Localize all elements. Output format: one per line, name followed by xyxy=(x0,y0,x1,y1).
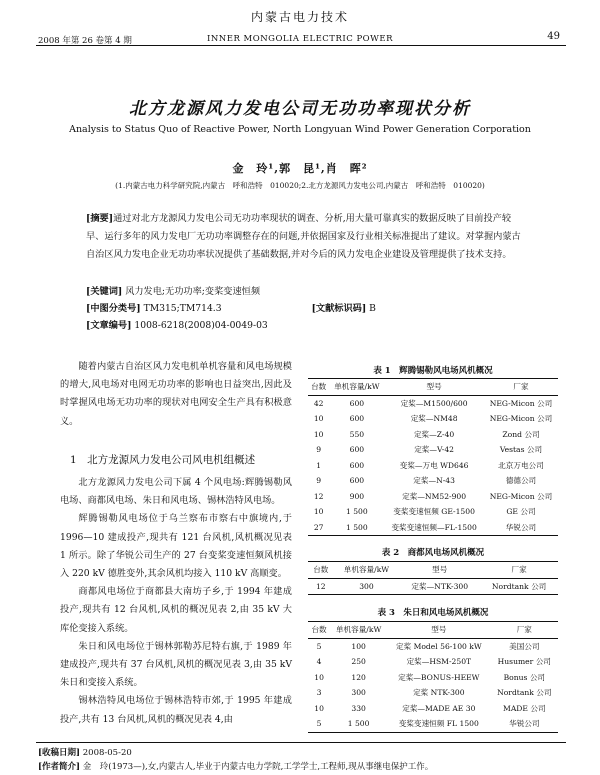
table-cell: 定桨—M1500/600 xyxy=(400,398,468,408)
paragraph-2: 辉腾锡勒风电场位于乌兰察布市察右中旗境内,于 1996—10 建成投产,现共有 121 台风机,风机概况见表 1 所示。除了华锐公司生产的 27 台变桨变速恒频风机接入 220 kV 德胜变外,其余风机均接入 110 kV 高顺变。 xyxy=(60,513,292,580)
table-cell: 600 xyxy=(349,398,365,408)
paragraph-1: 北方龙源风力发电公司下属 4 个风电场:辉腾锡勒风电场、商都风电场、朱日和风电场、锡林浩特风电场。 xyxy=(60,477,292,507)
doc-code-label: [文献标识码] xyxy=(311,303,367,314)
table-2-header-maker: 厂家 xyxy=(511,565,527,575)
table-cell: Husumer 公司 xyxy=(497,657,551,667)
table-1 xyxy=(308,378,558,536)
table-cell: 9 xyxy=(316,445,322,455)
table-cell: 600 xyxy=(349,445,365,455)
table-3-header-count: 台数 xyxy=(311,625,327,635)
issue-info: 2008 年第 26 卷第 4 期 xyxy=(38,36,132,46)
table-row xyxy=(308,473,558,489)
table-cell: 600 xyxy=(349,460,365,470)
table-2-header-model: 型号 xyxy=(432,565,448,575)
table-row xyxy=(308,442,558,458)
table-cell: 5 xyxy=(316,719,322,729)
table-cell: 42 xyxy=(313,398,324,408)
table-cell: 美国公司 xyxy=(509,641,540,651)
table-row xyxy=(308,411,558,427)
intro-paragraph xyxy=(60,358,292,431)
keywords: 风力发电;无功功率;变桨变速恒频 xyxy=(125,286,261,297)
table-3-header-capacity: 单机容量/kW xyxy=(335,625,382,635)
table-cell: 定桨—NM52-900 xyxy=(402,491,467,501)
table-row xyxy=(308,638,558,654)
article-no-label: [文章编号] xyxy=(86,320,132,331)
table-cell: NEG-Micon 公司 xyxy=(489,398,553,408)
paragraph-4: 朱日和风电场位于锡林郭勒苏尼特右旗,于 1989 年建成投产,现共有 37 台风机,风机的概况见表 3,由 35 kV 朱日和变接入系统。 xyxy=(60,640,292,689)
received-value: 2008-05-20 xyxy=(82,748,132,758)
table-cell: 北京万电公司 xyxy=(498,460,544,470)
clc-number: TM315;TM714.3 xyxy=(143,303,222,314)
table-row xyxy=(308,489,558,505)
table-cell: 10 xyxy=(313,429,324,439)
table-cell: Nordtank 公司 xyxy=(491,581,547,591)
table-cell: 定桨—BONUS-HEEW xyxy=(398,672,480,682)
table-1-header-capacity: 单机容量/kW xyxy=(334,382,380,392)
table-row xyxy=(308,654,558,670)
table-cell: 12 xyxy=(315,581,326,591)
table-cell: 定桨—MADE AE 30 xyxy=(402,703,476,713)
clc-label: [中图分类号] xyxy=(86,303,141,314)
table-cell: Vestas 公司 xyxy=(499,445,543,455)
table-cell: 10 xyxy=(313,507,324,517)
table-cell: 300 xyxy=(351,688,366,698)
paragraph-3: 商都风电场位于商都县大南坊子乡,于 1994 年建成投产,现共有 12 台风机,风机的概况见表 2,由 35 kV 大库伦变接入系统。 xyxy=(60,586,292,634)
table-cell: 1 xyxy=(316,460,322,470)
table-cell: 27 xyxy=(313,522,324,532)
table-3-header-model: 型号 xyxy=(431,625,447,635)
table-row xyxy=(308,520,558,536)
affiliation: (1.内蒙古电力科学研究院,内蒙古 呼和浩特 010020;2.北方龙源风力发电公司,内蒙古 呼和浩特 010020) xyxy=(115,181,485,190)
table-cell: 1 500 xyxy=(347,719,370,729)
paragraph-5: 锡林浩特风电场位于锡林浩特市郊,于 1995 年建成投产,共有 13 台风机,风机的概况见表 4,由 xyxy=(60,695,292,725)
table-cell: 华锐公司 xyxy=(509,719,540,729)
table-2-header-count: 台数 xyxy=(313,565,329,575)
table-cell: 10 xyxy=(314,672,324,682)
abstract xyxy=(86,210,526,264)
table-2-caption: 表 2 商都风电场风机概况 xyxy=(381,548,485,558)
table-cell: 3 xyxy=(316,688,322,698)
table-cell: 600 xyxy=(349,414,365,424)
table-row xyxy=(308,395,558,411)
table-row xyxy=(308,504,558,520)
table-cell: 定桨—V-42 xyxy=(414,445,455,455)
title-cn: 北方龙源风力发电公司无功功率现状分析 xyxy=(129,99,471,119)
table-1-caption: 表 1 辉腾锡勒风电场风机概况 xyxy=(373,366,493,376)
journal-name-cn: 内蒙古电力技术 xyxy=(250,10,349,24)
article-number: 1008-6218(2008)04-0049-03 xyxy=(134,320,268,331)
table-cell: 定桨 NTK-300 xyxy=(413,688,465,698)
table-row xyxy=(308,670,558,686)
table-cell: 定桨—HSM-250T xyxy=(406,657,472,667)
abstract-label: [摘要] xyxy=(86,213,114,224)
table-cell: 550 xyxy=(349,429,365,439)
author-bio xyxy=(38,760,433,772)
table-cell: 德德公司 xyxy=(505,476,537,486)
table-cell: GE 公司 xyxy=(506,507,536,517)
table-cell: Bonus 公司 xyxy=(503,672,546,682)
page-number: 49 xyxy=(547,31,560,42)
table-1-header-count: 台数 xyxy=(311,382,327,392)
table-row xyxy=(308,458,558,474)
table-3-header-maker: 厂家 xyxy=(516,625,532,635)
table-cell: 250 xyxy=(351,657,366,667)
journal-name-en: INNER MONGOLIA ELECTRIC POWER xyxy=(207,34,393,44)
table-cell: 1 500 xyxy=(345,507,368,517)
table-cell: 600 xyxy=(349,476,365,486)
bio-label: [作者简介] xyxy=(38,762,81,772)
table-cell: 定桨—NM48 xyxy=(410,414,458,424)
table-cell: 330 xyxy=(351,703,366,713)
section-1-heading: 1 北方龙源风力发电公司风电机组概述 xyxy=(70,454,256,466)
table-cell: 900 xyxy=(349,491,365,501)
table-row xyxy=(308,578,558,595)
table-cell: 4 xyxy=(316,657,322,667)
table-cell: 100 xyxy=(351,641,366,651)
table-cell: NEG-Micon 公司 xyxy=(489,414,553,424)
table-cell: 300 xyxy=(359,581,374,591)
table-1-header-maker: 厂家 xyxy=(513,382,529,392)
authors: 金 玲¹,郭 昆¹,肖 晖² xyxy=(232,162,368,175)
table-cell: 定桨—NTK-300 xyxy=(411,581,469,591)
table-cell: 9 xyxy=(316,476,322,486)
table-cell: MADE 公司 xyxy=(503,703,546,713)
table-3-caption: 表 3 朱日和风电场风机概况 xyxy=(377,608,489,618)
table-cell: 12 xyxy=(313,491,324,501)
received-date xyxy=(38,746,132,758)
table-row xyxy=(308,716,558,732)
table-row xyxy=(308,701,558,717)
doc-code: B xyxy=(369,303,376,314)
table-1-header-model: 型号 xyxy=(426,382,442,392)
table-cell: 变桨变速恒频 FL 1500 xyxy=(398,719,479,729)
table-cell: 变桨—万电 WD646 xyxy=(399,460,469,470)
table-3 xyxy=(308,621,558,733)
table-cell: 5 xyxy=(316,641,322,651)
header-rule xyxy=(36,45,566,46)
keywords-block xyxy=(86,283,526,334)
table-cell: 定桨—N-43 xyxy=(413,476,455,486)
table-2 xyxy=(308,561,558,595)
title-en: Analysis to Status Quo of Reactive Power, North Longyuan Wind Power Generation Corporation xyxy=(69,124,531,135)
table-cell: 10 xyxy=(313,414,324,424)
table-cell: 定桨 Model 56-100 kW xyxy=(395,641,482,651)
table-cell: Nordtank 公司 xyxy=(497,688,552,698)
table-cell: 变桨变速恒频 GE-1500 xyxy=(393,507,475,517)
table-cell: Zond 公司 xyxy=(502,429,540,439)
intro-text: 随着内蒙古自治区风力发电机单机容量和风电场规模的增大,风电场对电网无功功率的影响也日益突出,因此及时掌握风电场无功功率的现状对电网安全生产具有积极意义。 xyxy=(60,361,292,427)
section-1-body xyxy=(60,474,292,729)
footnote-rule xyxy=(36,742,566,743)
table-cell: NEG-Micon 公司 xyxy=(489,491,553,501)
table-cell: 1 500 xyxy=(345,522,368,532)
abstract-text: 通过对北方龙源风力发电公司无功功率现状的调查、分析,用大量可靠真实的数据反映了目前投产较早、运行多年的风力发电厂无功功率调整存在的问题,并依据国家及行业相关标准提出了建议。对掌握内蒙古自治区风力发电企业无功功率状况提供了基础数据,并对今后的风力发电企业建设及管理提供了技术支持。 xyxy=(86,213,521,260)
table-row xyxy=(308,685,558,701)
table-2-header-capacity: 单机容量/kW xyxy=(343,565,390,575)
keywords-label: [关键词] xyxy=(86,286,123,297)
table-cell: 华锐公司 xyxy=(505,522,537,532)
table-row xyxy=(308,427,558,443)
table-cell: 10 xyxy=(314,703,324,713)
bio-text: 金 玲(1973—),女,内蒙古人,毕业于内蒙古电力学院,工学学士,工程师,现从事继电保护工作。 xyxy=(82,762,434,772)
table-cell: 120 xyxy=(351,672,366,682)
received-label: [收稿日期] xyxy=(38,748,81,758)
table-cell: 变桨变速恒频—FL-1500 xyxy=(391,522,477,532)
table-cell: 定桨—Z-40 xyxy=(413,429,455,439)
